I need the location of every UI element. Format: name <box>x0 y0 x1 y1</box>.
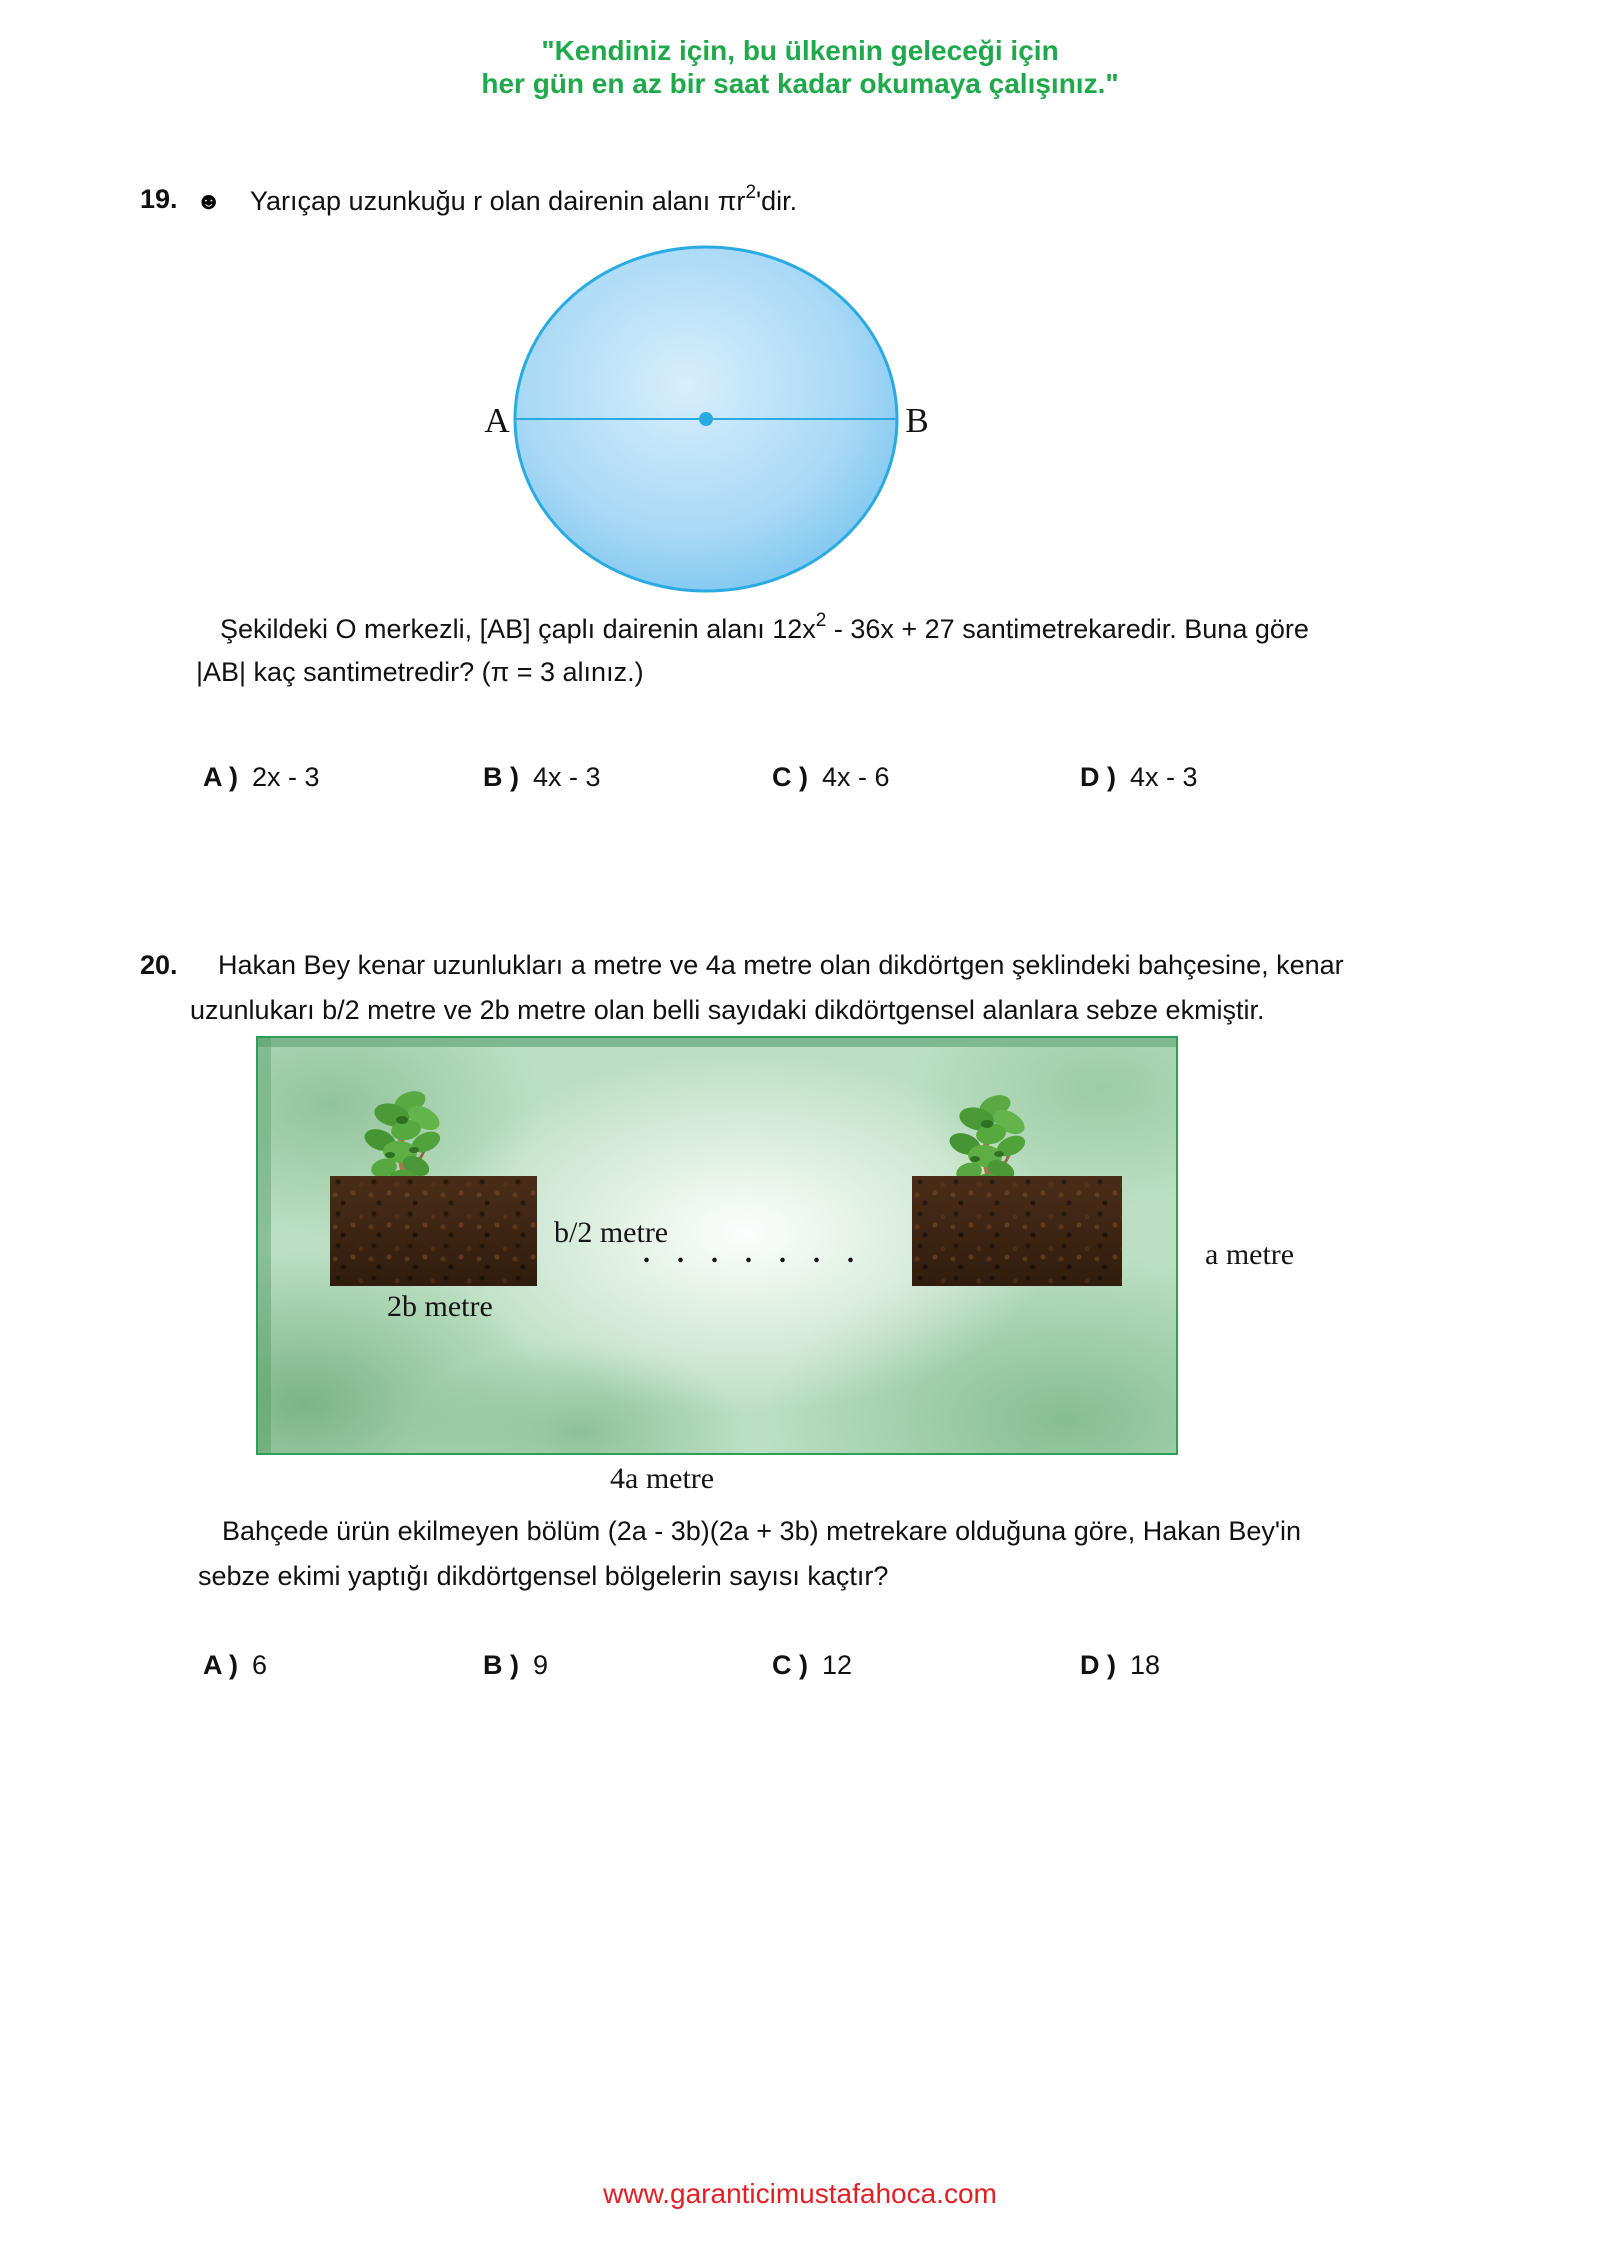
soil-patch-left <box>330 1176 537 1286</box>
label-b2-metre: b/2 metre <box>554 1216 669 1249</box>
question-20-body-line1: Bahçede ürün ekilmeyen bölüm (2a - 3b)(2a + 3b) metrekare olduğuna göre, Hakan Bey'in <box>222 1516 1302 1546</box>
q19-body-sup: 2 <box>815 610 827 631</box>
question-19-body-line2: |AB| kaç santimetredir? (π = 3 alınız.) <box>196 657 644 687</box>
q19-intro-pre: Yarıçap uzunkuğu r olan dairenin alanı πr <box>250 186 746 216</box>
q19-option-c-letter: C ) <box>772 762 808 792</box>
q19-body-pre: Şekildeki O merkezli, [AB] çaplı dairenin alanı 12x <box>220 614 816 644</box>
question-19-number: 19. <box>140 184 178 214</box>
q19-option-a <box>203 762 320 793</box>
question-19-body-line1 <box>220 612 1309 645</box>
q19-body-post: - 36x + 27 santimetrekaredir. Buna göre <box>826 614 1309 644</box>
q20-option-c-letter: C ) <box>772 1650 808 1680</box>
footer-website-url: www.garanticimustafahoca.com <box>603 2178 997 2209</box>
circle-diagram <box>440 228 970 618</box>
label-4a-metre: 4a metre <box>610 1462 715 1495</box>
smiley-marker-icon: ☻ <box>196 188 222 215</box>
q19-option-b-letter: B ) <box>483 762 519 792</box>
q19-option-b-value: 4x - 3 <box>533 762 601 792</box>
quote-line-2: her gün en az bir saat kadar okumaya çalışınız." <box>481 68 1119 99</box>
q19-option-d-letter: D ) <box>1080 762 1116 792</box>
q20-option-b-value: 9 <box>533 1650 549 1680</box>
soil-patch-right <box>912 1176 1122 1286</box>
q19-option-c <box>772 762 890 793</box>
q20-option-a-value: 6 <box>252 1650 268 1680</box>
q20-option-d <box>1080 1650 1160 1681</box>
q19-option-d <box>1080 762 1198 793</box>
point-a-label: A <box>484 401 510 440</box>
question-20-number: 20. <box>140 950 178 980</box>
q19-intro-sup: 2 <box>745 182 757 203</box>
motivational-quote <box>0 34 1600 100</box>
q19-option-b <box>483 762 601 793</box>
quote-line-1: "Kendiniz için, bu ülkenin geleceği için <box>541 35 1059 66</box>
continuation-dots: . . . . . . . <box>643 1238 854 1269</box>
q19-intro-post: 'dir. <box>756 186 798 216</box>
q20-option-a <box>203 1650 267 1681</box>
q19-option-a-value: 2x - 3 <box>252 762 320 792</box>
question-20-body-line2: sebze ekimi yaptığı dikdörtgensel bölgelerin sayısı kaçtır? <box>198 1561 889 1591</box>
point-b-label: B <box>905 401 929 440</box>
label-2b-metre: 2b metre <box>387 1290 493 1323</box>
q20-option-d-value: 18 <box>1130 1650 1161 1680</box>
q20-option-d-letter: D ) <box>1080 1650 1116 1680</box>
q19-option-d-value: 4x - 3 <box>1130 762 1198 792</box>
q20-option-c <box>772 1650 852 1681</box>
label-a-metre: a metre <box>1205 1238 1295 1271</box>
q20-option-a-letter: A ) <box>203 1650 238 1680</box>
q19-option-c-value: 4x - 6 <box>822 762 890 792</box>
q19-option-a-letter: A ) <box>203 762 238 792</box>
garden-figure <box>256 1036 1178 1455</box>
question-20-intro-line2: uzunlukarı b/2 metre ve 2b metre olan belli sayıdaki dikdörtgensel alanlara sebze ekmiştir. <box>190 995 1265 1025</box>
question-19-intro <box>250 184 797 217</box>
q20-option-b <box>483 1650 548 1681</box>
q20-option-c-value: 12 <box>822 1650 853 1680</box>
q20-option-b-letter: B ) <box>483 1650 519 1680</box>
center-point <box>699 412 713 426</box>
question-20-intro-line1: Hakan Bey kenar uzunlukları a metre ve 4a metre olan dikdörtgen şeklindeki bahçesine, kenar <box>218 950 1344 980</box>
